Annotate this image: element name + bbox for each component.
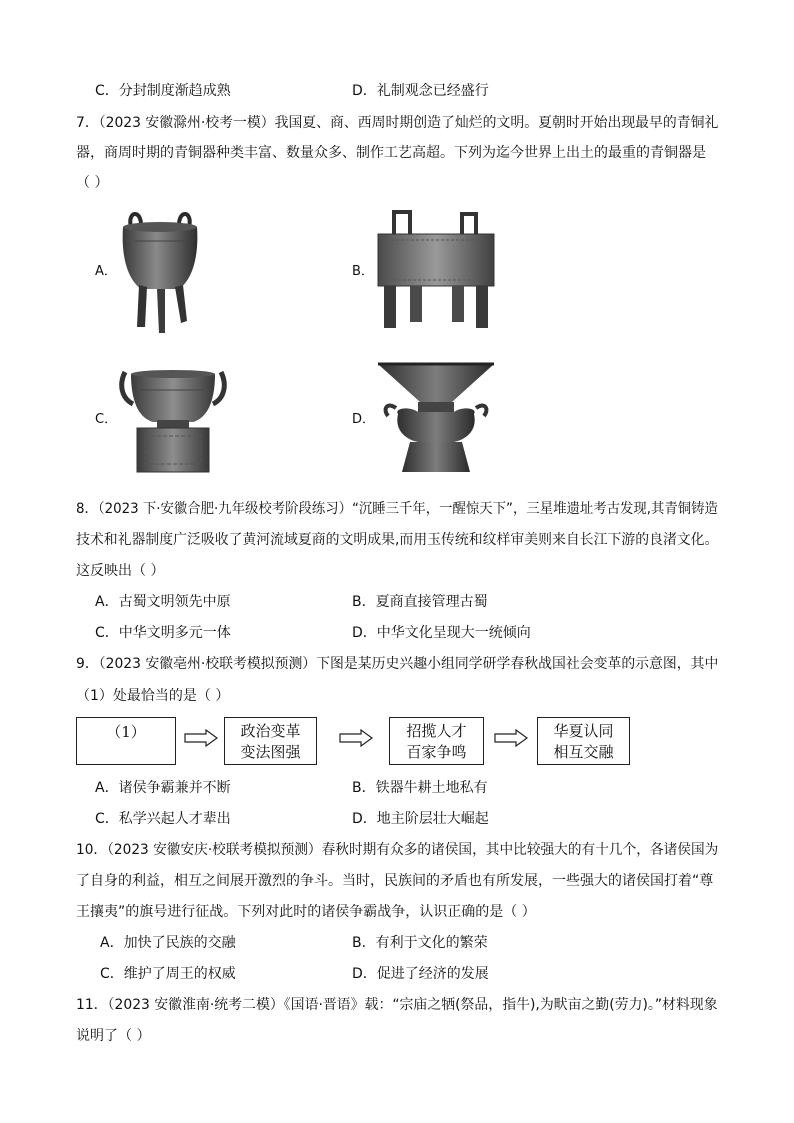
flow-arrow-1-icon: [184, 729, 218, 747]
q10-stem-line3: 王攘夷”的旗号进行征战。下列对此时的诸侯争霸战争，认识正确的是（ ）: [76, 904, 536, 920]
flow-box-4-line2: 相互交融: [553, 743, 614, 761]
flow-box-1: [76, 717, 176, 765]
q8-option-a: A．古蜀文明领先中原: [95, 594, 231, 610]
q8-option-d: D．中华文化呈现大一统倾向: [352, 625, 531, 641]
q9-stem-line1: 9．（2023 安徽亳州·校联考模拟预测）下图是某历史兴趣小组同学研学春秋战国社会变革的示意图，其中: [76, 656, 719, 672]
q6-option-d: D．礼制观念已经盛行: [352, 83, 489, 99]
bronze-gui-vessel-image: [117, 362, 229, 474]
q9-option-b: B．铁器牛耕土地私有: [352, 780, 488, 796]
q9-option-c: C．私学兴起人才辈出: [95, 811, 231, 827]
q10-option-b: B．有利于文化的繁荣: [352, 935, 488, 951]
q8-option-c: C．中华文明多元一体: [95, 625, 231, 641]
q7-option-c-label: C．: [95, 412, 118, 427]
q9-stem-line2: （1）处最恰当的是（ ）: [76, 688, 230, 704]
q8-stem-line2: 技术和礼器制度广泛吸收了黄河流域夏商的文明成果,而用玉传统和纹样审美则来自长江下游的良渚文化。: [76, 532, 719, 548]
flow-box-1-line1: （1）: [106, 723, 146, 741]
bronze-square-ding-image: [374, 210, 498, 330]
q10-stem-line2: 了自身的利益，相互之间展开激烈的争斗。当时，民族间的矛盾也有所发展，一些强大的诸侯国打着“尊: [76, 873, 714, 889]
q7-option-d-label: D．: [352, 412, 376, 427]
bronze-tripod-ding-image: [117, 205, 203, 335]
q10-option-c: C．维护了周王的权威: [100, 966, 236, 982]
q9-option-a: A．诸侯争霸兼并不断: [95, 780, 231, 796]
flow-arrow-3-icon: [494, 729, 528, 747]
q8-option-b: B．夏商直接管理古蜀: [352, 594, 488, 610]
flow-box-3: [389, 717, 484, 765]
flow-box-3-line2: 百家争鸣: [406, 743, 467, 761]
bronze-zun-vessel-image: [374, 358, 498, 476]
q9-option-d: D．地主阶层壮大崛起: [352, 811, 489, 827]
q7-stem-line2: 器，商周时期的青铜器种类丰富、数量众多、制作工艺高超。下列为迄今世界上出土的最重的青铜器是: [76, 145, 706, 161]
q7-stem-line1: 7．（2023 安徽滁州·校考一模）我国夏、商、西周时期创造了灿烂的文明。夏朝时开始出现最早的青铜礼: [76, 115, 719, 131]
q11-stem-line2: 说明了（ ）: [76, 1028, 151, 1044]
flow-box-4-line1: 华夏认同: [553, 722, 614, 740]
q10-option-d: D．促进了经济的发展: [352, 966, 489, 982]
flow-box-2-line1: 政治变革: [240, 722, 301, 740]
flow-box-2-line2: 变法图强: [240, 743, 301, 761]
q11-stem-line1: 11．（2023 安徽淮南·统考二模）《国语·晋语》载：“宗庙之牺(祭品，指牛),为畎亩之勤(劳力)。”材料现象: [76, 997, 718, 1013]
flow-box-3-line1: 招揽人才: [406, 722, 467, 740]
q10-option-a: A．加快了民族的交融: [100, 935, 236, 951]
flow-box-4: [537, 717, 630, 765]
q6-option-c: C．分封制度渐趋成熟: [95, 83, 231, 99]
q7-stem-line3: （ ）: [76, 175, 109, 191]
q10-stem-line1: 10．（2023 安徽安庆·校联考模拟预测）春秋时期有众多的诸侯国，其中比较强大的有十几个，各诸侯国为: [76, 842, 719, 858]
flow-arrow-2-icon: [339, 729, 373, 747]
q8-stem-line3: 这反映出（ ）: [76, 563, 165, 579]
q7-option-a-label: A．: [95, 264, 117, 279]
q7-option-b-label: B．: [352, 264, 374, 279]
flow-box-2: [224, 717, 317, 765]
q8-stem-line1: 8．（2023 下·安徽合肥·九年级校考阶段练习）“沉睡三千年，一醒惊天下”，三星堆遗址考古发现,其青铜铸造: [76, 501, 718, 517]
